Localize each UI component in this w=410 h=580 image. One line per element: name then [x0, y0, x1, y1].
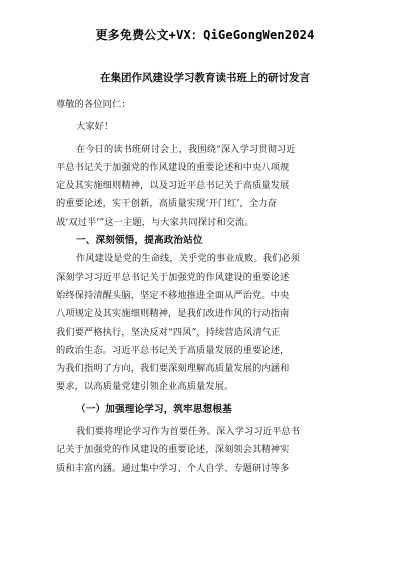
- paragraph-line: 我们要将理论学习作为首要任务。深入学习习近平总书: [76, 426, 301, 438]
- section-heading: 一、深刻领悟，提高政治站位: [76, 235, 203, 247]
- paragraph-line: 在今日的读书班研讨会上，我围绕“深入学习贯彻习近: [76, 143, 296, 155]
- paragraph-line: 战‘双过半’”这一主题，与大家共同探讨和交流。: [56, 216, 254, 228]
- greeting: 大家好！: [76, 121, 114, 133]
- subsection-heading: （一）加强理论学习，筑牢思想根基: [76, 403, 232, 415]
- paragraph-line: 为我们指明了方向，我们要深刻理解高质量发展的内涵和: [56, 363, 290, 375]
- paragraph-line: 要求，以高质量党建引领企业高质量发展。: [56, 381, 234, 393]
- paragraph-line: 平总书记关于加强党的作风建设的重要论述和中央八项规: [56, 161, 290, 173]
- paragraph-line: 质和丰富内涵。通过集中学习、个人自学、专题研讨等多: [56, 462, 290, 474]
- document-body: [56, 96, 358, 478]
- paragraph-line: 的政治生态。习近平总书记关于高质量发展的重要论述，: [56, 344, 290, 356]
- watermark-header: 更多免费公文+VX：QiGeGongWen2024: [95, 28, 315, 42]
- paragraph-2: [56, 250, 358, 396]
- document-title: 在集团作风建设学习教育读书班上的研讨发言: [100, 72, 310, 84]
- paragraph-1: [56, 141, 358, 232]
- paragraph-3: [56, 423, 358, 478]
- paragraph-line: 深刻学习习近平总书记关于加强党的作风建设的重要论述: [56, 271, 290, 283]
- paragraph-line: 八项规定及其实施细则精神，是我们改进作风的行动指南: [56, 308, 290, 320]
- paragraph-line: 记关于加强党的作风建设的重要论述，深刻领会其精神实: [56, 444, 290, 456]
- salutation: 尊敬的各位同仁：: [56, 99, 131, 110]
- paragraph-line: 定及其实施细则精神，以及习近平总书记关于高质量发展: [56, 180, 290, 192]
- paragraph-line: 作风建设是党的生命线，关乎党的事业成败。我们必须: [76, 253, 301, 265]
- paragraph-line: 我们要严格执行，坚决反对“四风”，持续营造风清气正: [56, 326, 281, 338]
- paragraph-line: 的重要论述，实干创新，高质量实现‘开门红’，全力奋: [56, 198, 277, 210]
- paragraph-line: 始终保持清醒头脑，坚定不移地推进全面从严治党。中央: [56, 289, 290, 301]
